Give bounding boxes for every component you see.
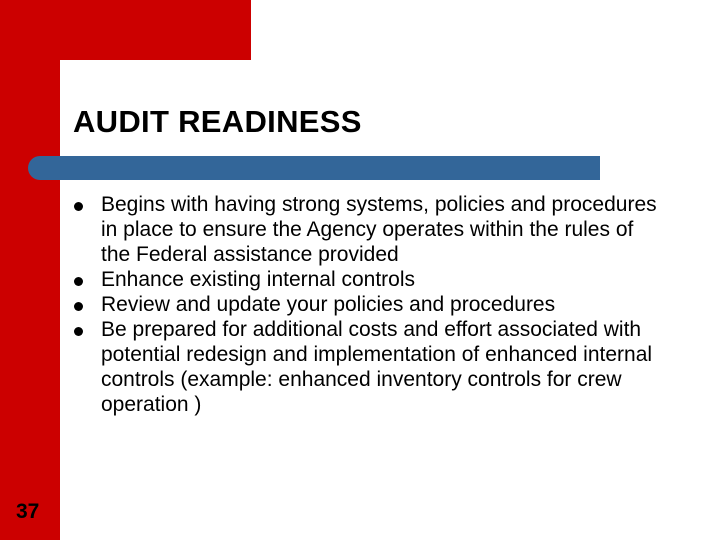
- slide-title: AUDIT READINESS: [73, 104, 362, 139]
- bullet-text: Be prepared for additional costs and effort associated with potential redesign and implementation of enhanced internal controls (example: enhanced inventory controls for crew operation ): [101, 318, 653, 416]
- bullet-dot-icon: [74, 302, 83, 311]
- bullet-dot-icon: [74, 202, 83, 211]
- bullet-text: Enhance existing internal controls: [101, 268, 416, 291]
- red-sidebar-band: [0, 0, 60, 540]
- bullet-item: [73, 317, 663, 417]
- bullet-text: Begins with having strong systems, policies and procedures in place to ensure the Agency operates within the rules of the Federal assistance provided: [101, 193, 657, 266]
- bullet-item: [73, 192, 663, 267]
- title-underline-bar: [28, 156, 600, 180]
- bullet-item: [73, 267, 663, 292]
- bullet-dot-icon: [74, 327, 83, 336]
- slide-number: 37: [16, 500, 40, 523]
- bullet-dot-icon: [74, 277, 83, 286]
- red-top-band: [0, 0, 251, 60]
- bullet-text: Review and update your policies and procedures: [101, 293, 556, 316]
- bullet-item: [73, 292, 663, 317]
- bullet-list: [73, 192, 663, 417]
